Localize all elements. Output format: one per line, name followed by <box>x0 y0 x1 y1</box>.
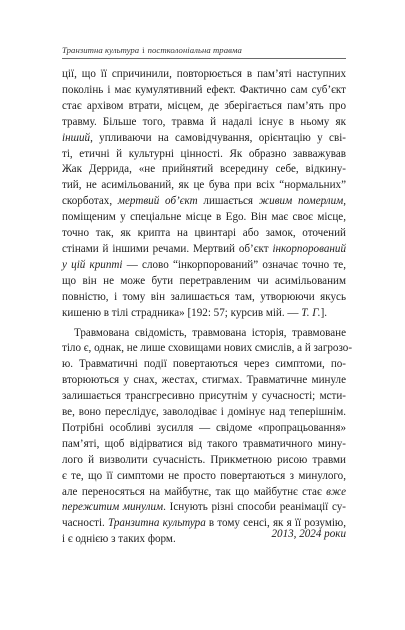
text-run: але переносяться на майбутнє, так що майбутнє стає <box>62 485 327 498</box>
text-line <box>62 210 346 226</box>
italic-text: пережитим минулим <box>62 501 164 514</box>
text-run: в тому сенсі, як я її розумію, <box>205 517 346 530</box>
text-line <box>62 405 346 421</box>
italic-text: Т. Г. <box>301 306 321 319</box>
body-text <box>62 67 353 548</box>
paragraph-1 <box>62 67 346 322</box>
text-run: лишається <box>197 195 259 208</box>
text-line <box>62 131 346 147</box>
text-line <box>62 242 346 258</box>
text-run: Травмована свідомість, травмована історія, травмоване <box>74 326 346 339</box>
italic-text: живим померлим <box>258 195 344 208</box>
italic-text: у цій крипті <box>62 258 123 271</box>
text-line <box>62 83 346 99</box>
text-line <box>62 469 346 485</box>
text-run: , <box>343 195 346 208</box>
text-line <box>62 162 346 178</box>
italic-text: Транзитна культура <box>107 517 206 530</box>
text-run: скорботах, <box>62 195 118 208</box>
header-rule <box>62 58 346 59</box>
text-line <box>62 258 346 274</box>
text-run: тий, не асимільований, як це бува при всіх “нормальних” <box>62 179 346 192</box>
text-run: точно так, як крипта на цвинтарі або замок, оточений <box>62 227 346 240</box>
text-line <box>62 115 346 131</box>
text-run: Потрібні особливі зусилля — свідоме «пропрацьовання» <box>62 421 346 434</box>
text-run: поколінь і має кумулятивний ефект. Фактично сам суб’єкт <box>62 83 346 96</box>
text-line <box>62 178 346 194</box>
text-run: тіло є, однак, не лише сховищами нових смислів, а й загрозо- <box>62 342 353 355</box>
text-run: ве, воно переслідує, заволодіває і домінує над теперішнім. <box>62 406 346 419</box>
text-run: Жак Деррида, «не прийнятий всередину себе, відкину- <box>62 163 346 176</box>
text-run: травму. Більше того, травма й надалі існує в ньому як <box>62 115 346 128</box>
text-line <box>62 290 346 306</box>
text-line <box>62 453 346 469</box>
text-line <box>62 421 346 437</box>
text-line <box>62 274 346 290</box>
text-run: вторюються у снах, жестах, стигмах. Травматичне минуле <box>62 374 346 387</box>
date-signoff: 2013, 2024 роки <box>271 528 346 540</box>
text-run: , упливаючи на самовідчування, орієнтацію у сві- <box>90 131 346 144</box>
text-run: поміщеним у спеціальне місце в Ego. Він має своє місце, <box>62 211 346 224</box>
text-line <box>62 306 346 322</box>
text-line <box>62 67 346 83</box>
text-run: — слово “інкорпорований” означає точно те, <box>122 258 347 271</box>
text-run: ті, етичні й культурні цінності. Як образно завважував <box>62 147 346 160</box>
text-line <box>62 326 346 342</box>
text-line <box>62 147 346 163</box>
italic-text: інкорпорований <box>272 242 346 255</box>
paragraph-2 <box>62 326 353 549</box>
text-line <box>62 99 346 115</box>
italic-text: мертвий об’єкт <box>117 195 198 208</box>
running-header-separator: і <box>142 45 145 55</box>
text-run: залишається трансгресивно присутнім у сучасності; мсти- <box>62 390 346 403</box>
text-run: ю. Травматичні події повертаються через симптоми, по- <box>62 358 346 371</box>
text-run: ]. <box>320 306 328 319</box>
text-run: часності. <box>62 517 108 530</box>
text-run: повністю, і тому він залишається там, утворюючи якусь <box>62 290 346 303</box>
text-line <box>62 194 346 210</box>
text-line <box>62 341 353 357</box>
italic-text: інший <box>62 131 91 144</box>
text-line <box>62 373 346 389</box>
running-header-right: постколоніальна травма <box>147 45 242 55</box>
text-run: що він не може бути перетравленим чи асимільованим <box>62 274 346 287</box>
text-run: пам’яті, щоб відірватися від такого травматичного мину- <box>62 437 346 450</box>
text-run: стінами й іншими речами. Мертвий об’єкт <box>62 242 273 255</box>
text-run: кишеню в тілі страдника» [192: 57; курсив мій. — <box>62 306 302 319</box>
text-run: . Існують різні способи реанімації су- <box>163 501 346 514</box>
text-line <box>62 500 346 516</box>
text-run: є те, що її симптоми не просто повертаються з минулого, <box>62 469 346 482</box>
text-line <box>62 357 346 373</box>
running-header-left: Транзитна культура <box>62 45 140 55</box>
running-header <box>62 45 242 55</box>
text-run: і є однією з таких форм. <box>62 533 176 546</box>
text-run: ції, що її спричинили, повторюється в пам’яті наступних <box>62 68 346 80</box>
text-run: стає архівом втрати, місцем, де зберігається пам’ять про <box>62 99 346 112</box>
text-run: лого й визволити сучасність. Прикметною рисою травми <box>62 453 346 466</box>
text-line <box>62 389 346 405</box>
text-line <box>62 437 346 453</box>
italic-text: вже <box>326 485 346 498</box>
text-line <box>62 226 346 242</box>
text-line <box>62 485 346 501</box>
